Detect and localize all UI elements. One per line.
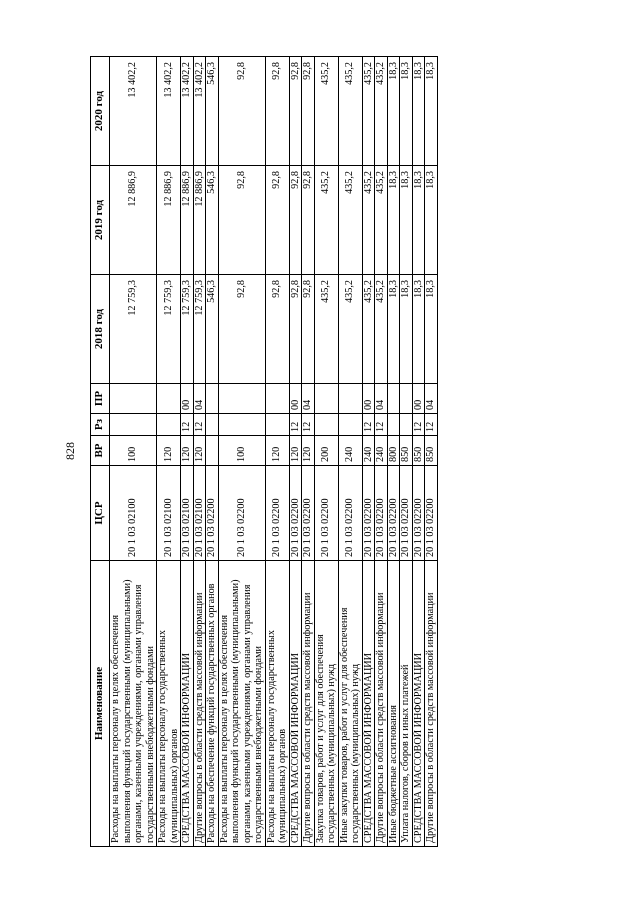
cell-csr: 20 1 03 02100 (181, 466, 194, 561)
cell-name: Расходы на выплаты персоналу в целях обеспечения выполнения функций государственными (муниципальными) органами, казенными учреждениями, органами управления государственными внебюджетными фондами (110, 561, 157, 847)
header-2020: 2020 год (91, 57, 110, 166)
cell-csr: 20 1 03 02200 (412, 466, 425, 561)
cell-pr (206, 384, 219, 414)
cell-2020: 18,3 (425, 57, 438, 166)
cell-csr: 20 1 03 02100 (193, 466, 206, 561)
table-row (289, 57, 302, 847)
cell-vr: 120 (157, 436, 181, 466)
cell-name: СРЕДСТВА МАССОВОЙ ИНФОРМАЦИИ (362, 561, 375, 847)
cell-vr: 850 (400, 436, 413, 466)
cell-pr (338, 384, 362, 414)
header-pr: ПР (91, 384, 110, 414)
cell-vr: 850 (412, 436, 425, 466)
cell-pr: 00 (181, 384, 194, 414)
cell-2019: 92,8 (302, 166, 315, 275)
cell-2019: 18,3 (387, 166, 400, 275)
cell-name: Уплата налогов, сборов и иных платежей (400, 561, 413, 847)
cell-csr: 20 1 03 02200 (265, 466, 289, 561)
cell-2018: 12 759,3 (157, 275, 181, 384)
cell-name: СРЕДСТВА МАССОВОЙ ИНФОРМАЦИИ (181, 561, 194, 847)
table-row (265, 57, 289, 847)
table-row (181, 57, 194, 847)
cell-name: Другие вопросы в области средств массовой информации (375, 561, 388, 847)
cell-vr: 120 (265, 436, 289, 466)
cell-csr: 20 1 03 02200 (289, 466, 302, 561)
cell-name: Другие вопросы в области средств массовой информации (302, 561, 315, 847)
cell-name: Расходы на обеспечение функций государственных органов (206, 561, 219, 847)
cell-2018: 12 759,3 (110, 275, 157, 384)
cell-2020: 92,8 (302, 57, 315, 166)
table-row (400, 57, 413, 847)
cell-pr: 00 (289, 384, 302, 414)
cell-csr: 20 1 03 02200 (218, 466, 265, 561)
table-row (302, 57, 315, 847)
cell-csr: 20 1 03 02200 (206, 466, 219, 561)
cell-2018: 92,8 (218, 275, 265, 384)
header-vr: ВР (91, 436, 110, 466)
cell-pr (157, 384, 181, 414)
page-number: 828 (63, 442, 77, 460)
cell-2018: 92,8 (265, 275, 289, 384)
table-row (412, 57, 425, 847)
cell-2019: 92,8 (265, 166, 289, 275)
cell-2020: 546,3 (206, 57, 219, 166)
cell-2018: 435,2 (314, 275, 338, 384)
header-2018: 2018 год (91, 275, 110, 384)
cell-vr: 800 (387, 436, 400, 466)
table-row (157, 57, 181, 847)
cell-name: СРЕДСТВА МАССОВОЙ ИНФОРМАЦИИ (289, 561, 302, 847)
table-row (425, 57, 438, 847)
table-row (338, 57, 362, 847)
cell-rz (387, 414, 400, 436)
table-row (206, 57, 219, 847)
cell-2019: 435,2 (362, 166, 375, 275)
table-row (387, 57, 400, 847)
cell-rz (400, 414, 413, 436)
cell-rz: 12 (412, 414, 425, 436)
cell-pr: 00 (362, 384, 375, 414)
cell-2020: 435,2 (338, 57, 362, 166)
cell-pr (218, 384, 265, 414)
table-body (110, 57, 438, 847)
cell-2020: 435,2 (375, 57, 388, 166)
cell-csr: 20 1 03 02100 (157, 466, 181, 561)
cell-2019: 12 886,9 (193, 166, 206, 275)
cell-2019: 435,2 (338, 166, 362, 275)
cell-pr: 04 (375, 384, 388, 414)
cell-vr (206, 436, 219, 466)
cell-name: Иные закупки товаров, работ и услуг для обеспечения государственных (муниципальных) нужд (338, 561, 362, 847)
table-row (314, 57, 338, 847)
cell-2018: 18,3 (425, 275, 438, 384)
cell-csr: 20 1 03 02200 (314, 466, 338, 561)
cell-csr: 20 1 03 02100 (110, 466, 157, 561)
cell-2018: 435,2 (375, 275, 388, 384)
table-row (218, 57, 265, 847)
cell-2020: 18,3 (400, 57, 413, 166)
cell-name: Расходы на выплаты персоналу государственных (муниципальных) органов (157, 561, 181, 847)
table-row (362, 57, 375, 847)
cell-rz: 12 (289, 414, 302, 436)
cell-vr: 240 (375, 436, 388, 466)
cell-2019: 12 886,9 (181, 166, 194, 275)
cell-pr (110, 384, 157, 414)
cell-vr: 120 (181, 436, 194, 466)
cell-pr: 04 (302, 384, 315, 414)
table-row (110, 57, 157, 847)
budget-table (90, 56, 438, 847)
cell-2019: 18,3 (425, 166, 438, 275)
cell-2018: 435,2 (338, 275, 362, 384)
cell-rz (265, 414, 289, 436)
cell-rz (206, 414, 219, 436)
table-header-row (91, 57, 110, 847)
cell-2019: 92,8 (218, 166, 265, 275)
cell-name: Расходы на выплаты персоналу государственных (муниципальных) органов (265, 561, 289, 847)
cell-2018: 12 759,3 (181, 275, 194, 384)
cell-2020: 18,3 (412, 57, 425, 166)
cell-csr: 20 1 03 02200 (425, 466, 438, 561)
cell-2020: 13 402,2 (110, 57, 157, 166)
cell-vr: 100 (218, 436, 265, 466)
cell-rz: 12 (181, 414, 194, 436)
cell-2018: 435,2 (362, 275, 375, 384)
cell-pr (400, 384, 413, 414)
cell-csr: 20 1 03 02200 (400, 466, 413, 561)
cell-rz (338, 414, 362, 436)
cell-2018: 546,3 (206, 275, 219, 384)
cell-vr: 120 (302, 436, 315, 466)
cell-name: Иные бюджетные ассигнования (387, 561, 400, 847)
header-rz: Рз (91, 414, 110, 436)
cell-vr: 120 (193, 436, 206, 466)
cell-2020: 92,8 (289, 57, 302, 166)
cell-pr (265, 384, 289, 414)
cell-2019: 18,3 (400, 166, 413, 275)
cell-rz (218, 414, 265, 436)
cell-2020: 435,2 (362, 57, 375, 166)
cell-csr: 20 1 03 02200 (302, 466, 315, 561)
cell-pr (387, 384, 400, 414)
table-row (375, 57, 388, 847)
cell-2020: 13 402,2 (157, 57, 181, 166)
cell-name: Расходы на выплаты персоналу в целях обеспечения выполнения функций государственными (муниципальными) органами, казенными учреждениями, органами управления государственными внебюджетными фондами (218, 561, 265, 847)
cell-vr: 200 (314, 436, 338, 466)
cell-2019: 92,8 (289, 166, 302, 275)
header-csr: ЦСР (91, 466, 110, 561)
cell-rz (314, 414, 338, 436)
cell-pr: 04 (193, 384, 206, 414)
cell-vr: 850 (425, 436, 438, 466)
header-2019: 2019 год (91, 166, 110, 275)
cell-csr: 20 1 03 02200 (362, 466, 375, 561)
header-name: Наименование (91, 561, 110, 847)
cell-pr: 04 (425, 384, 438, 414)
cell-2019: 546,3 (206, 166, 219, 275)
cell-vr: 120 (289, 436, 302, 466)
cell-2019: 12 886,9 (157, 166, 181, 275)
cell-2019: 12 886,9 (110, 166, 157, 275)
cell-rz: 12 (193, 414, 206, 436)
cell-rz: 12 (375, 414, 388, 436)
cell-2018: 18,3 (400, 275, 413, 384)
cell-2018: 92,8 (302, 275, 315, 384)
cell-csr: 20 1 03 02200 (338, 466, 362, 561)
cell-2020: 435,2 (314, 57, 338, 166)
cell-2018: 92,8 (289, 275, 302, 384)
cell-name: СРЕДСТВА МАССОВОЙ ИНФОРМАЦИИ (412, 561, 425, 847)
cell-2020: 13 402,2 (181, 57, 194, 166)
cell-pr: 00 (412, 384, 425, 414)
cell-2018: 12 759,3 (193, 275, 206, 384)
cell-name: Другие вопросы в области средств массовой информации (425, 561, 438, 847)
table-row (193, 57, 206, 847)
cell-rz: 12 (362, 414, 375, 436)
cell-vr: 240 (338, 436, 362, 466)
cell-2020: 92,8 (218, 57, 265, 166)
cell-pr (314, 384, 338, 414)
cell-name: Другие вопросы в области средств массовой информации (193, 561, 206, 847)
cell-csr: 20 1 03 02200 (375, 466, 388, 561)
cell-csr: 20 1 03 02200 (387, 466, 400, 561)
cell-2020: 13 402,2 (193, 57, 206, 166)
cell-2020: 18,3 (387, 57, 400, 166)
cell-2018: 18,3 (412, 275, 425, 384)
cell-rz (110, 414, 157, 436)
cell-rz: 12 (425, 414, 438, 436)
cell-vr: 240 (362, 436, 375, 466)
cell-2019: 435,2 (314, 166, 338, 275)
cell-2018: 18,3 (387, 275, 400, 384)
cell-2019: 18,3 (412, 166, 425, 275)
cell-2019: 435,2 (375, 166, 388, 275)
budget-table-container (90, 57, 552, 847)
cell-vr: 100 (110, 436, 157, 466)
cell-rz (157, 414, 181, 436)
cell-name: Закупка товаров, работ и услуг для обеспечения государственных (муниципальных) нужд (314, 561, 338, 847)
cell-rz: 12 (302, 414, 315, 436)
cell-2020: 92,8 (265, 57, 289, 166)
